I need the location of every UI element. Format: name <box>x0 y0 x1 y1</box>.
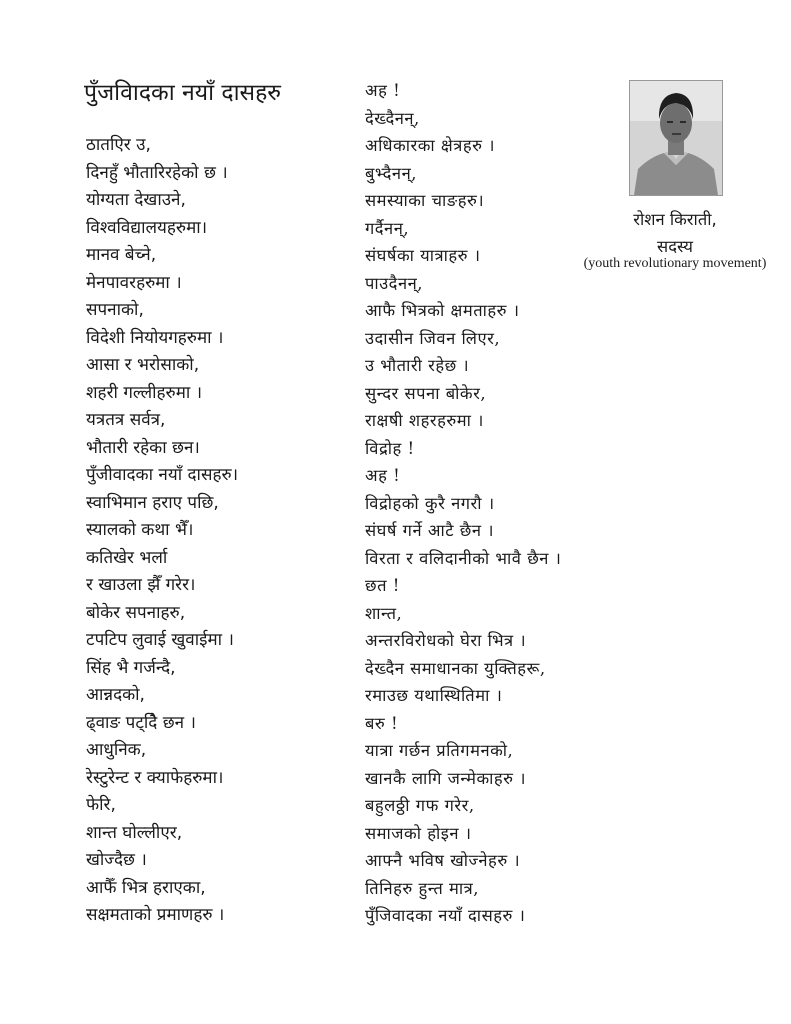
poem-line: बुभ्दैनन्, <box>365 163 417 183</box>
poem-line: स्यालको कथा भैँ। <box>86 520 194 540</box>
poem-line: यात्रा गर्छन प्रतिगमनको, <box>365 741 514 760</box>
poem-line: राक्षषी शहरहरुमा । <box>365 411 484 430</box>
poem-line: देख्दैन समाधानका युक्तिहरू, <box>365 658 546 678</box>
poem-line: संघर्ष गर्ने आटै छैन । <box>365 521 495 540</box>
poem-line: ढ्वाङ पट्दिै छन । <box>86 712 196 733</box>
poem-line: उ भौतारी रहेछ । <box>365 356 470 375</box>
poem-line: देख्दैनन्, <box>365 108 420 128</box>
poem-right-column <box>365 77 561 930</box>
poem-line: बोकेर सपनाहरु, <box>86 602 186 623</box>
poem-line: छत ! <box>365 576 400 595</box>
author-photo <box>629 80 723 196</box>
poem-line: शान्त, <box>365 603 403 623</box>
poem-line: खानकै लागि जन्मेकाहरु । <box>365 768 527 788</box>
poem-line: ठातएिर उ, <box>86 135 151 155</box>
poem-line: आफैँ भित्र हराएका, <box>86 877 206 898</box>
poem-line: अह ! <box>365 466 401 485</box>
poem-line: फेरि, <box>86 795 116 815</box>
poem-line: पुँजीवादका नयाँ दासहरु। <box>86 465 239 485</box>
poem-line: विदेशी नियोयगहरुमा । <box>86 327 224 348</box>
poem-line: पाउदैनन्, <box>365 273 424 293</box>
poem-line: तिनिहरु हुन्त मात्र, <box>365 878 479 898</box>
poem-line: आधुनिक, <box>86 740 147 760</box>
poem-line: बहुलठ्ठी गफ गरेर, <box>365 796 475 815</box>
poem-line: आसा र भरोसाको, <box>86 355 200 375</box>
author-role: सदस्य <box>657 237 693 256</box>
poem-line: अन्तरविरोधको घेरा भित्र । <box>365 631 527 650</box>
poem-line: सपनाको, <box>86 300 144 320</box>
poem-line: खोज्दैछ । <box>86 850 147 870</box>
poem-line: पुँजिवादका नयाँ दासहरु । <box>365 906 526 925</box>
poem-line: उदासीन जिवन लिएर, <box>365 328 501 348</box>
poem-line: शान्त घोल्लीएर, <box>86 822 183 843</box>
poem-line: टपटिप लुवाई खुवाईमा । <box>86 630 234 650</box>
poem-line: विद्रोहको कुरै नगरौ । <box>365 493 495 513</box>
poem-line: आफै भित्रको क्षमताहरु । <box>365 301 520 320</box>
poem-line: विश्वविद्यालयहरुमा। <box>86 217 208 238</box>
poem-line: गर्दैनन्, <box>365 218 410 238</box>
poem-line: आन्नदको, <box>86 685 145 705</box>
poem-line: शहरी गल्लीहरुमा । <box>86 382 203 403</box>
poem-line: समस्याका चाङहरु। <box>365 191 485 210</box>
poem-line: मानव बेच्ने, <box>86 245 157 265</box>
poem-title: पुँजविादका नयाँ दासहरु <box>84 80 282 106</box>
poem-line: सक्षमताको प्रमाणहरु । <box>86 905 225 925</box>
poem-line: आफ्नै भविष खोज्नेहरु । <box>365 851 521 870</box>
poem-line: बरु ! <box>365 713 399 733</box>
poem-line: दिनहुँ भौतारिरहेको छ । <box>86 162 228 183</box>
poem-line: अधिकारका क्षेत्रहरु । <box>365 136 495 155</box>
poem-left-column <box>86 132 238 930</box>
poem-line: विरता र वलिदानीको भावै छैन । <box>365 548 562 568</box>
poem-line: स्वाभिमान हराए पछि, <box>86 492 219 513</box>
author-organization: (youth revolutionary movement) <box>583 256 767 271</box>
poem-line: भौतारी रहेका छन। <box>86 437 200 458</box>
poem-line: यत्रतत्र सर्वत्र, <box>86 410 166 430</box>
poem-line: संघर्षका यात्राहरु । <box>365 246 481 265</box>
author-portrait-image <box>630 81 722 195</box>
poem-line: अह ! <box>365 81 401 100</box>
poem-line: मेनपावरहरुमा । <box>86 272 182 293</box>
poem-line: रेस्टुरेन्ट र क्याफेहरुमा। <box>86 767 224 788</box>
poem-line: कतिखेर भर्ला <box>86 547 168 568</box>
author-name: रोशन किराती, <box>633 210 717 229</box>
poem-line: समाजको होइन । <box>365 823 472 843</box>
poem-line: विद्रोह ! <box>365 438 415 458</box>
poem-line: रमाउछ यथास्थितिमा । <box>365 686 503 705</box>
poem-line: सिंह भै गर्जन्दै, <box>86 657 176 678</box>
poem-line: र खाउला झैँ गरेर। <box>86 575 196 595</box>
poem-line: योग्यता देखाउने, <box>86 190 186 210</box>
poem-line: सुन्दर सपना बोकेर, <box>365 383 487 403</box>
